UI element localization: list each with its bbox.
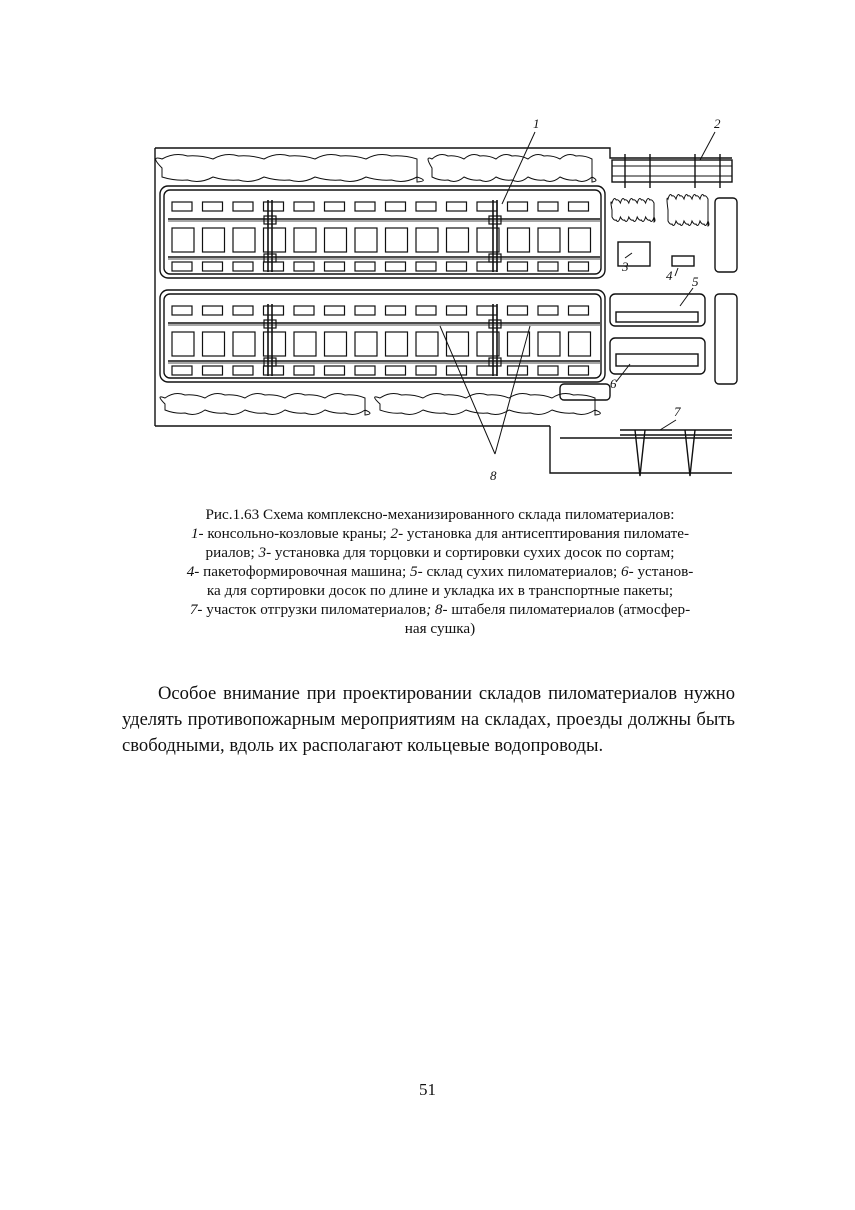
large-stack <box>538 228 560 252</box>
side-building <box>715 294 737 384</box>
large-stack <box>508 332 530 356</box>
service-building <box>560 384 610 400</box>
label-3: 3 <box>622 259 629 274</box>
small-stack <box>172 262 192 271</box>
small-stack <box>264 306 284 315</box>
dry-storage-5-inner <box>616 312 698 322</box>
stack-block-outline <box>164 190 601 274</box>
leader-line <box>625 253 632 258</box>
legend-number: 7 <box>189 601 198 618</box>
legend-text: риалов; <box>205 544 259 561</box>
body-paragraph <box>122 681 735 759</box>
small-stack <box>386 202 406 211</box>
large-stack <box>294 332 316 356</box>
small-stack <box>233 366 253 375</box>
page-number: 51 <box>419 1080 436 1099</box>
caption-line <box>140 562 740 581</box>
small-stack <box>477 306 497 315</box>
small-stack <box>477 366 497 375</box>
small-stack <box>508 306 528 315</box>
legend-text: - склад сухих пиломатериалов; <box>417 563 622 580</box>
label-4: 4 <box>666 268 673 283</box>
small-stack <box>172 306 192 315</box>
small-stack <box>233 262 253 271</box>
label-1: 1 <box>533 116 540 131</box>
leader-line <box>660 420 676 430</box>
large-stack <box>233 332 255 356</box>
legend-text: ная сушка) <box>404 620 476 637</box>
small-stack <box>325 366 345 375</box>
large-stack <box>386 228 408 252</box>
small-stack <box>233 202 253 211</box>
packet-machine-4 <box>672 256 694 266</box>
small-stack <box>355 202 375 211</box>
side-building <box>715 198 737 272</box>
legend-text: - штабеля пиломатериалов (атмосфер- <box>442 601 691 618</box>
legend-text: - установка для антисептирования пиломате- <box>398 525 690 542</box>
caption-line <box>140 543 740 562</box>
label-6: 6 <box>610 376 617 391</box>
legend-text: - участок отгрузки пиломатериалов <box>197 601 427 618</box>
small-stack <box>508 202 528 211</box>
small-stack <box>416 262 436 271</box>
legend-number: 1 <box>190 525 199 542</box>
small-stack <box>538 366 558 375</box>
caption-line <box>140 581 740 600</box>
sorting-station-6 <box>610 338 705 374</box>
large-stack <box>386 332 408 356</box>
small-stack <box>172 202 192 211</box>
small-stack <box>477 262 497 271</box>
leader-line <box>440 326 530 454</box>
large-stack <box>538 332 560 356</box>
small-stack <box>203 262 223 271</box>
small-stack <box>386 366 406 375</box>
legend-text: - установка для торцовки и сортировки сухих досок по сортам; <box>266 544 675 561</box>
small-stack <box>294 202 314 211</box>
crane-carriage <box>489 216 501 224</box>
figure-caption <box>140 505 740 638</box>
legend-text: - установ- <box>628 563 694 580</box>
small-stack <box>264 366 284 375</box>
large-stack <box>325 228 347 252</box>
large-stack <box>416 228 438 252</box>
crane-carriage <box>264 320 276 328</box>
leader-line <box>502 132 535 204</box>
small-stack <box>386 306 406 315</box>
legend-number: 3 <box>258 544 267 561</box>
large-stack <box>325 332 347 356</box>
large-stack <box>172 332 194 356</box>
large-stack <box>477 332 499 356</box>
legend-number: 8 <box>434 601 443 618</box>
large-stack <box>569 332 591 356</box>
small-stack <box>447 262 467 271</box>
small-stack <box>386 262 406 271</box>
antiseptic-unit-2 <box>612 160 732 182</box>
small-stack <box>416 306 436 315</box>
small-stack <box>569 306 589 315</box>
crane-carriage <box>489 358 501 366</box>
small-stack <box>203 202 223 211</box>
large-stack <box>355 228 377 252</box>
legend-number: 5 <box>410 563 418 580</box>
small-stack <box>569 262 589 271</box>
small-stack <box>447 306 467 315</box>
legend-number: ; <box>426 601 432 618</box>
label-8: 8 <box>490 468 497 483</box>
small-stack <box>325 262 345 271</box>
large-stack <box>264 228 286 252</box>
leader-line <box>700 132 715 160</box>
dry-storage-5 <box>610 294 705 326</box>
leader-line <box>680 288 693 306</box>
large-stack <box>355 332 377 356</box>
large-stack <box>569 228 591 252</box>
large-stack <box>264 332 286 356</box>
small-stack <box>355 366 375 375</box>
large-stack <box>447 332 469 356</box>
legend-number: 6 <box>621 563 629 580</box>
greenery-patch <box>156 155 424 182</box>
small-stack <box>355 262 375 271</box>
label-5: 5 <box>692 274 699 289</box>
leader-line <box>675 268 678 276</box>
caption-line <box>140 600 740 619</box>
small-stack <box>294 306 314 315</box>
small-stack <box>264 262 284 271</box>
small-stack <box>538 306 558 315</box>
large-stack <box>203 332 225 356</box>
label-2: 2 <box>714 116 721 131</box>
small-stack <box>569 202 589 211</box>
small-stack <box>538 202 558 211</box>
loading-crane-leg <box>635 430 645 476</box>
small-stack <box>172 366 192 375</box>
legend-number: 4 <box>186 563 195 580</box>
warehouse-scheme-drawing <box>140 108 740 488</box>
greenery-patch <box>611 199 655 222</box>
small-stack <box>447 202 467 211</box>
warehouse-layout-figure <box>140 108 740 488</box>
small-stack <box>447 366 467 375</box>
small-stack <box>416 366 436 375</box>
crane-carriage <box>489 254 501 262</box>
caption-line <box>140 524 740 543</box>
legend-text: - консольно-козловые краны; <box>198 525 391 542</box>
legend-text: ка для сортировки досок по длине и укладка их в транспортные пакеты; <box>206 582 674 599</box>
small-stack <box>325 202 345 211</box>
large-stack <box>416 332 438 356</box>
greenery-patch <box>667 195 709 226</box>
large-stack <box>203 228 225 252</box>
small-stack <box>416 202 436 211</box>
sorting-station-6-inner <box>616 354 698 366</box>
small-stack <box>325 306 345 315</box>
loading-crane-leg <box>685 430 695 476</box>
small-stack <box>508 262 528 271</box>
large-stack <box>508 228 530 252</box>
caption-title: Рис.1.63 Схема комплексно-механизированного склада пиломатериалов: <box>205 506 675 523</box>
small-stack <box>569 366 589 375</box>
legend-number: 2 <box>390 525 399 542</box>
large-stack <box>233 228 255 252</box>
small-stack <box>355 306 375 315</box>
legend-text: - пакетоформировочная машина; <box>194 563 411 580</box>
crane-carriage <box>264 216 276 224</box>
large-stack <box>447 228 469 252</box>
greenery-patch <box>428 155 596 182</box>
label-7: 7 <box>674 404 681 419</box>
stack-block-outline <box>164 294 601 378</box>
greenery-patch <box>375 394 601 415</box>
site-boundary <box>155 148 732 158</box>
body-paragraph-text: Особое внимание при проектировании складов пиломатериалов нужно уделять противопожарным мероприятиям на складах, проезды должны быть свободными, вдоль их располагают кольцевые водопроводы. <box>122 682 735 756</box>
small-stack <box>203 306 223 315</box>
crane-carriage <box>489 320 501 328</box>
small-stack <box>203 366 223 375</box>
leader-line <box>616 364 630 382</box>
caption-line <box>140 619 740 638</box>
crane-carriage <box>264 254 276 262</box>
small-stack <box>294 262 314 271</box>
small-stack <box>477 202 497 211</box>
large-stack <box>172 228 194 252</box>
small-stack <box>264 202 284 211</box>
crane-carriage <box>264 358 276 366</box>
small-stack <box>294 366 314 375</box>
greenery-patch <box>160 394 370 415</box>
small-stack <box>233 306 253 315</box>
caption-legend <box>140 524 740 638</box>
large-stack <box>294 228 316 252</box>
small-stack <box>538 262 558 271</box>
large-stack <box>477 228 499 252</box>
